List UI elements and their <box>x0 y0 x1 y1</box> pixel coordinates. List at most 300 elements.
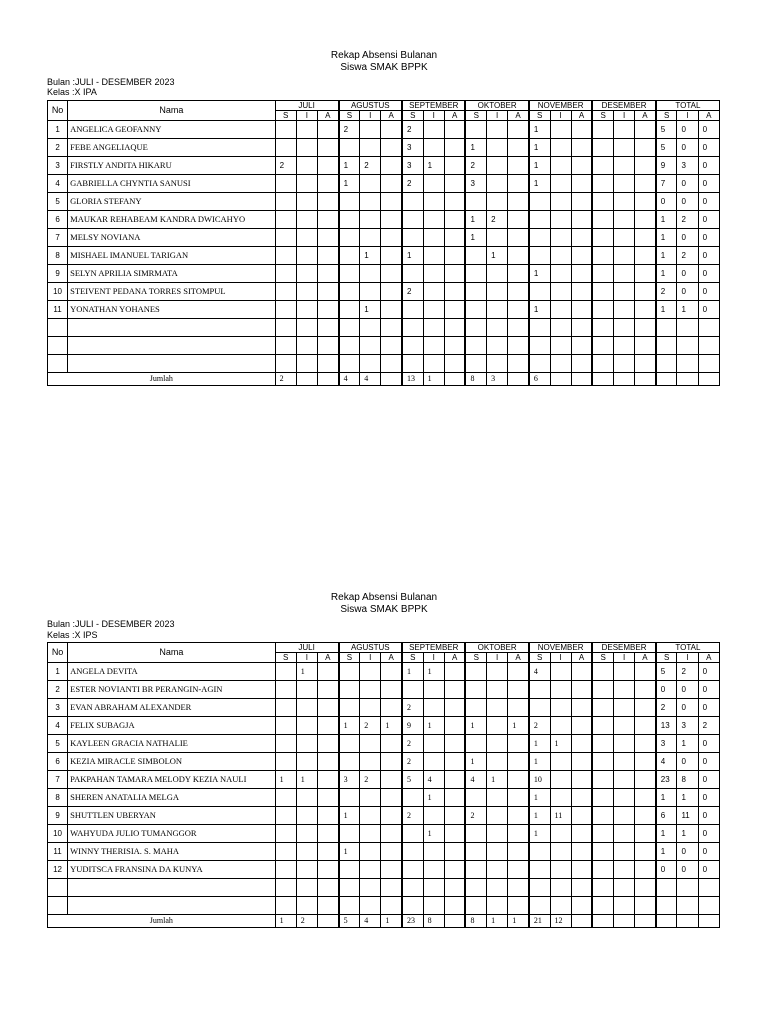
row-number: 3 <box>48 699 68 717</box>
count-cell <box>296 283 317 301</box>
count-cell: 0 <box>677 699 698 717</box>
count-cell: 1 <box>465 229 486 247</box>
count-cell: 0 <box>698 825 719 843</box>
count-cell <box>360 283 381 301</box>
empty-cell <box>656 879 677 897</box>
empty-cell <box>592 897 613 915</box>
bulan-label: Bulan :JULI - DESEMBER 2023 <box>47 77 175 87</box>
count-cell: 0 <box>698 139 719 157</box>
count-cell <box>381 843 402 861</box>
count-cell <box>592 717 613 735</box>
count-cell: 1 <box>360 301 381 319</box>
count-cell <box>275 283 296 301</box>
count-cell <box>508 247 529 265</box>
count-cell <box>465 861 486 879</box>
count-cell <box>381 825 402 843</box>
sub-header: I <box>550 653 571 663</box>
empty-cell <box>317 897 338 915</box>
student-name: FIRSTLY ANDITA HIKARU <box>68 157 276 175</box>
count-cell <box>444 175 465 193</box>
count-cell <box>296 699 317 717</box>
empty-cell <box>635 319 656 337</box>
count-cell <box>360 735 381 753</box>
count-cell <box>296 211 317 229</box>
count-cell <box>381 771 402 789</box>
jumlah-cell <box>317 373 338 386</box>
count-cell: 2 <box>402 175 423 193</box>
month-header-2: SEPTEMBER <box>402 101 465 111</box>
count-cell <box>487 121 508 139</box>
count-cell <box>339 139 360 157</box>
empty-cell <box>571 355 592 373</box>
count-cell <box>613 771 634 789</box>
count-cell <box>381 735 402 753</box>
table-row <box>48 843 720 861</box>
empty-cell <box>339 319 360 337</box>
count-cell <box>635 717 656 735</box>
count-cell <box>465 681 486 699</box>
count-cell <box>635 157 656 175</box>
jumlah-cell <box>508 373 529 386</box>
month-header-1: AGUSTUS <box>339 643 402 653</box>
empty-cell <box>48 897 68 915</box>
month-header-3: OKTOBER <box>465 643 528 653</box>
count-cell <box>550 771 571 789</box>
table-row <box>48 139 720 157</box>
sub-header: I <box>677 653 698 663</box>
count-cell: 0 <box>698 789 719 807</box>
empty-cell <box>275 879 296 897</box>
empty-cell <box>275 355 296 373</box>
count-cell: 1 <box>550 735 571 753</box>
count-cell <box>487 193 508 211</box>
empty-cell <box>68 879 276 897</box>
count-cell: 0 <box>677 265 698 283</box>
count-cell: 1 <box>423 717 444 735</box>
count-cell <box>317 861 338 879</box>
empty-cell <box>381 897 402 915</box>
count-cell <box>592 699 613 717</box>
count-cell <box>444 735 465 753</box>
table-row <box>48 807 720 825</box>
jumlah-cell <box>381 373 402 386</box>
count-cell <box>592 157 613 175</box>
sub-header: A <box>508 653 529 663</box>
count-cell <box>465 789 486 807</box>
sub-header: S <box>656 111 677 121</box>
count-cell <box>592 663 613 681</box>
count-cell <box>508 843 529 861</box>
count-cell: 1 <box>529 139 550 157</box>
count-cell <box>571 193 592 211</box>
count-cell <box>360 193 381 211</box>
count-cell <box>296 789 317 807</box>
count-cell: 7 <box>656 175 677 193</box>
sub-header: A <box>444 653 465 663</box>
sub-header: I <box>423 111 444 121</box>
count-cell: 0 <box>677 843 698 861</box>
sub-header: I <box>423 653 444 663</box>
count-cell <box>550 301 571 319</box>
sub-header: A <box>317 111 338 121</box>
empty-cell <box>275 897 296 915</box>
count-cell: 1 <box>487 247 508 265</box>
count-cell <box>402 265 423 283</box>
count-cell: 0 <box>698 229 719 247</box>
count-cell: 0 <box>677 175 698 193</box>
row-number: 10 <box>48 283 68 301</box>
count-cell <box>381 753 402 771</box>
count-cell: 0 <box>698 157 719 175</box>
count-cell <box>339 265 360 283</box>
jumlah-cell <box>444 915 465 928</box>
count-cell <box>465 843 486 861</box>
month-header-0: JULI <box>275 101 338 111</box>
count-cell <box>275 193 296 211</box>
count-cell <box>613 717 634 735</box>
count-cell <box>592 283 613 301</box>
table-row <box>48 175 720 193</box>
count-cell <box>592 771 613 789</box>
count-cell <box>444 681 465 699</box>
count-cell <box>487 681 508 699</box>
empty-cell <box>339 897 360 915</box>
sub-header: S <box>592 111 613 121</box>
count-cell <box>317 139 338 157</box>
doc-title: Rekap Absensi Bulanan <box>330 50 438 61</box>
count-cell <box>275 825 296 843</box>
count-cell <box>317 789 338 807</box>
count-cell: 0 <box>698 265 719 283</box>
count-cell: 1 <box>656 825 677 843</box>
count-cell <box>360 843 381 861</box>
count-cell <box>423 735 444 753</box>
empty-cell <box>296 337 317 355</box>
student-name: ANGELICA GEOFANNY <box>68 121 276 139</box>
count-cell <box>529 211 550 229</box>
count-cell <box>317 663 338 681</box>
empty-cell <box>613 879 634 897</box>
empty-cell <box>402 355 423 373</box>
blank-row <box>48 879 720 897</box>
count-cell <box>339 861 360 879</box>
jumlah-cell: 8 <box>465 373 486 386</box>
count-cell <box>296 735 317 753</box>
empty-cell <box>508 319 529 337</box>
sub-header: S <box>656 653 677 663</box>
jumlah-cell <box>592 373 613 386</box>
count-cell <box>508 735 529 753</box>
count-cell: 2 <box>275 157 296 175</box>
count-cell <box>360 121 381 139</box>
count-cell <box>550 247 571 265</box>
count-cell <box>592 681 613 699</box>
header-months-row <box>48 643 720 653</box>
count-cell <box>339 663 360 681</box>
empty-cell <box>423 319 444 337</box>
count-cell <box>465 193 486 211</box>
count-cell: 1 <box>423 157 444 175</box>
empty-cell <box>360 337 381 355</box>
table-row <box>48 265 720 283</box>
count-cell <box>402 193 423 211</box>
row-number: 6 <box>48 753 68 771</box>
student-name: STEIVENT PEDANA TORRES SITOMPUL <box>68 283 276 301</box>
sub-header: S <box>402 653 423 663</box>
count-cell: 1 <box>529 753 550 771</box>
count-cell <box>317 283 338 301</box>
count-cell <box>317 807 338 825</box>
count-cell <box>487 843 508 861</box>
count-cell <box>275 861 296 879</box>
count-cell: 2 <box>402 807 423 825</box>
count-cell <box>317 157 338 175</box>
sub-header: A <box>317 653 338 663</box>
count-cell: 0 <box>698 663 719 681</box>
jumlah-cell: 3 <box>487 373 508 386</box>
count-cell <box>296 121 317 139</box>
kelas-label: Kelas :X IPA <box>47 87 97 97</box>
empty-cell <box>487 897 508 915</box>
student-name: PAKPAHAN TAMARA MELODY KEZIA NAULI <box>68 771 276 789</box>
count-cell <box>571 717 592 735</box>
count-cell <box>444 789 465 807</box>
count-cell <box>296 807 317 825</box>
empty-cell <box>698 319 719 337</box>
row-number: 2 <box>48 139 68 157</box>
count-cell <box>571 789 592 807</box>
jumlah-cell <box>613 915 634 928</box>
count-cell <box>592 229 613 247</box>
count-cell <box>635 283 656 301</box>
count-cell <box>571 843 592 861</box>
count-cell <box>275 265 296 283</box>
count-cell <box>613 825 634 843</box>
count-cell: 9 <box>402 717 423 735</box>
count-cell <box>339 753 360 771</box>
jumlah-cell: 1 <box>381 915 402 928</box>
count-cell <box>635 175 656 193</box>
student-name: MELSY NOVIANA <box>68 229 276 247</box>
count-cell <box>275 247 296 265</box>
count-cell <box>381 283 402 301</box>
empty-cell <box>529 337 550 355</box>
count-cell: 2 <box>360 157 381 175</box>
count-cell <box>296 229 317 247</box>
count-cell <box>571 229 592 247</box>
count-cell <box>423 699 444 717</box>
jumlah-cell <box>656 915 677 928</box>
empty-cell <box>317 319 338 337</box>
count-cell <box>487 861 508 879</box>
count-cell <box>317 211 338 229</box>
count-cell: 0 <box>677 681 698 699</box>
count-cell <box>339 789 360 807</box>
sub-header: A <box>381 111 402 121</box>
count-cell: 0 <box>698 861 719 879</box>
sub-header: A <box>444 111 465 121</box>
count-cell: 13 <box>656 717 677 735</box>
count-cell: 1 <box>529 807 550 825</box>
count-cell <box>613 843 634 861</box>
count-cell <box>296 301 317 319</box>
count-cell <box>571 681 592 699</box>
jumlah-cell: 2 <box>296 915 317 928</box>
empty-cell <box>508 879 529 897</box>
count-cell <box>529 861 550 879</box>
count-cell <box>444 807 465 825</box>
empty-cell <box>571 319 592 337</box>
sub-header: S <box>275 653 296 663</box>
empty-cell <box>677 337 698 355</box>
count-cell <box>339 681 360 699</box>
count-cell <box>571 825 592 843</box>
count-cell: 2 <box>402 283 423 301</box>
sub-header: S <box>529 111 550 121</box>
month-header-4: NOVEMBER <box>529 101 592 111</box>
count-cell <box>635 789 656 807</box>
count-cell: 1 <box>275 771 296 789</box>
empty-cell <box>402 897 423 915</box>
row-number: 9 <box>48 265 68 283</box>
count-cell: 11 <box>550 807 571 825</box>
count-cell <box>423 753 444 771</box>
count-cell: 4 <box>656 753 677 771</box>
empty-cell <box>275 319 296 337</box>
count-cell: 0 <box>677 753 698 771</box>
count-cell <box>487 735 508 753</box>
count-cell: 0 <box>698 735 719 753</box>
month-header-2: SEPTEMBER <box>402 643 465 653</box>
doc-subtitle: Siswa SMAK BPPK <box>340 62 428 73</box>
doc-subtitle: Siswa SMAK BPPK <box>340 604 428 615</box>
count-cell <box>550 753 571 771</box>
count-cell <box>423 193 444 211</box>
month-header-5: DESEMBER <box>592 643 655 653</box>
month-header-6: TOTAL <box>656 643 720 653</box>
count-cell: 1 <box>360 247 381 265</box>
count-cell <box>296 193 317 211</box>
count-cell: 1 <box>423 825 444 843</box>
count-cell <box>465 699 486 717</box>
count-cell <box>444 157 465 175</box>
count-cell <box>592 753 613 771</box>
row-number: 7 <box>48 771 68 789</box>
empty-cell <box>487 879 508 897</box>
count-cell <box>550 211 571 229</box>
count-cell <box>444 121 465 139</box>
row-number: 1 <box>48 663 68 681</box>
count-cell: 0 <box>698 193 719 211</box>
count-cell <box>296 825 317 843</box>
empty-cell <box>508 337 529 355</box>
empty-cell <box>656 355 677 373</box>
count-cell <box>592 861 613 879</box>
count-cell <box>339 211 360 229</box>
empty-cell <box>402 337 423 355</box>
empty-cell <box>339 337 360 355</box>
empty-cell <box>571 337 592 355</box>
count-cell <box>423 861 444 879</box>
empty-cell <box>423 879 444 897</box>
count-cell: 5 <box>656 139 677 157</box>
empty-cell <box>592 319 613 337</box>
count-cell: 3 <box>677 717 698 735</box>
empty-cell <box>381 319 402 337</box>
count-cell <box>339 699 360 717</box>
count-cell <box>339 301 360 319</box>
sub-header: A <box>571 111 592 121</box>
empty-cell <box>698 355 719 373</box>
count-cell <box>444 717 465 735</box>
count-cell <box>592 825 613 843</box>
count-cell <box>444 265 465 283</box>
count-cell <box>317 121 338 139</box>
count-cell: 1 <box>423 789 444 807</box>
row-number: 6 <box>48 211 68 229</box>
row-number: 8 <box>48 247 68 265</box>
count-cell <box>317 265 338 283</box>
doc-title: Rekap Absensi Bulanan <box>330 592 438 603</box>
count-cell <box>423 301 444 319</box>
count-cell <box>317 301 338 319</box>
count-cell <box>275 699 296 717</box>
empty-cell <box>339 879 360 897</box>
table-row <box>48 301 720 319</box>
month-header-3: OKTOBER <box>465 101 528 111</box>
count-cell <box>529 229 550 247</box>
count-cell: 1 <box>677 825 698 843</box>
count-cell <box>635 247 656 265</box>
empty-cell <box>360 355 381 373</box>
jumlah-label: Jumlah <box>48 915 276 928</box>
count-cell: 1 <box>339 717 360 735</box>
attendance-table <box>47 642 720 928</box>
count-cell <box>444 843 465 861</box>
count-cell: 2 <box>487 211 508 229</box>
sub-header: A <box>635 111 656 121</box>
row-number: 7 <box>48 229 68 247</box>
count-cell <box>339 247 360 265</box>
sub-header: S <box>465 111 486 121</box>
student-name: KEZIA MIRACLE SIMBOLON <box>68 753 276 771</box>
sub-header: I <box>296 111 317 121</box>
count-cell <box>423 211 444 229</box>
count-cell <box>444 825 465 843</box>
jumlah-cell: 4 <box>360 373 381 386</box>
count-cell <box>381 699 402 717</box>
count-cell: 23 <box>656 771 677 789</box>
count-cell <box>423 843 444 861</box>
count-cell <box>613 121 634 139</box>
count-cell <box>317 193 338 211</box>
count-cell <box>275 663 296 681</box>
count-cell <box>275 301 296 319</box>
count-cell <box>339 735 360 753</box>
count-cell <box>592 175 613 193</box>
sub-header: I <box>613 653 634 663</box>
jumlah-cell: 23 <box>402 915 423 928</box>
jumlah-cell <box>698 373 719 386</box>
empty-cell <box>402 879 423 897</box>
empty-cell <box>68 897 276 915</box>
month-header-6: TOTAL <box>656 101 720 111</box>
count-cell <box>613 211 634 229</box>
count-cell: 0 <box>698 753 719 771</box>
count-cell <box>613 663 634 681</box>
count-cell <box>275 139 296 157</box>
count-cell <box>317 771 338 789</box>
